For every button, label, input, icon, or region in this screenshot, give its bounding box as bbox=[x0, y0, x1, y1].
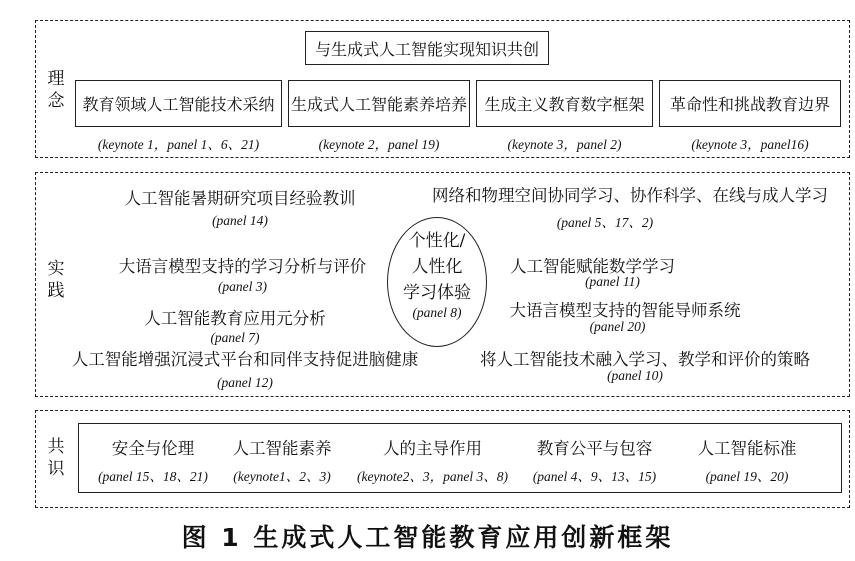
consensus-item: 教育公平与包容 bbox=[536, 439, 653, 458]
concept-item-ref: (keynote 2，panel 19) bbox=[318, 137, 440, 152]
practice-right-ref: (panel 20) bbox=[589, 319, 646, 334]
consensus-item-ref: (panel 15、18、21) bbox=[98, 469, 208, 484]
practice-right-ref: (panel 11) bbox=[585, 274, 640, 289]
consensus-item-ref: (keynote2、3，panel 3、8) bbox=[356, 469, 509, 484]
consensus-side-label: 共 识 bbox=[47, 437, 65, 479]
consensus-item-ref: (keynote1、2、3) bbox=[233, 469, 331, 484]
practice-left-ref: (panel 7) bbox=[210, 330, 260, 345]
concept-item-ref: (keynote 3，panel16) bbox=[691, 137, 809, 152]
center-ref: (panel 8) bbox=[412, 305, 462, 320]
practice-side-label: 实 践 bbox=[47, 259, 65, 301]
practice-right-item: 网络和物理空间协同学习、协作科学、在线与成人学习 bbox=[432, 186, 828, 205]
consensus-item: 人工智能素养 bbox=[232, 439, 332, 458]
concept-item-box: 生成式人工智能素养培养 bbox=[288, 80, 470, 127]
practice-right-ref: (panel 5、17、2) bbox=[556, 215, 654, 230]
concept-item-ref: (keynote 3，panel 2) bbox=[507, 137, 622, 152]
practice-right-ref: (panel 10) bbox=[607, 368, 663, 383]
consensus-item-ref: (panel 19、20) bbox=[705, 469, 789, 484]
practice-left-ref: (panel 3) bbox=[217, 279, 268, 294]
center-label: 个性化/ 人性化 学习体验 bbox=[403, 231, 471, 303]
practice-right-item: 大语言模型支持的智能导师系统 bbox=[509, 301, 741, 320]
consensus-item-ref: (panel 4、9、13、15) bbox=[532, 469, 657, 484]
concept-title: 与生成式人工智能实现知识共创 bbox=[314, 39, 539, 59]
consensus-item: 人工智能标准 bbox=[697, 439, 797, 458]
practice-left-ref: (panel 14) bbox=[212, 213, 268, 228]
concept-item-box: 革命性和挑战教育边界 bbox=[659, 80, 841, 127]
consensus-item: 人的主导作用 bbox=[383, 439, 482, 458]
practice-left-ref: (panel 12) bbox=[217, 375, 273, 390]
concept-item-ref: (keynote 1，panel 1、6、21) bbox=[97, 137, 260, 152]
practice-left-item: 人工智能暑期研究项目经验教训 bbox=[124, 189, 356, 208]
practice-right-item: 人工智能赋能数学学习 bbox=[510, 257, 675, 276]
concept-title-box bbox=[305, 31, 549, 65]
figure-caption: 图 1 生成式人工智能教育应用创新框架 bbox=[181, 523, 674, 552]
practice-left-item: 人工智能教育应用元分析 bbox=[144, 309, 326, 328]
practice-left-item: 人工智能增强沉浸式平台和同伴支持促进脑健康 bbox=[71, 350, 419, 369]
concept-item-box: 生成主义教育数字框架 bbox=[476, 80, 653, 127]
consensus-item: 安全与伦理 bbox=[111, 439, 195, 458]
concept-side-label: 理 念 bbox=[47, 69, 65, 111]
practice-left-item: 大语言模型支持的学习分析与评价 bbox=[118, 257, 367, 276]
concept-item-box: 教育领域人工智能技术采纳 bbox=[75, 80, 282, 127]
practice-right-item: 将人工智能技术融入学习、教学和评价的策略 bbox=[480, 350, 810, 369]
